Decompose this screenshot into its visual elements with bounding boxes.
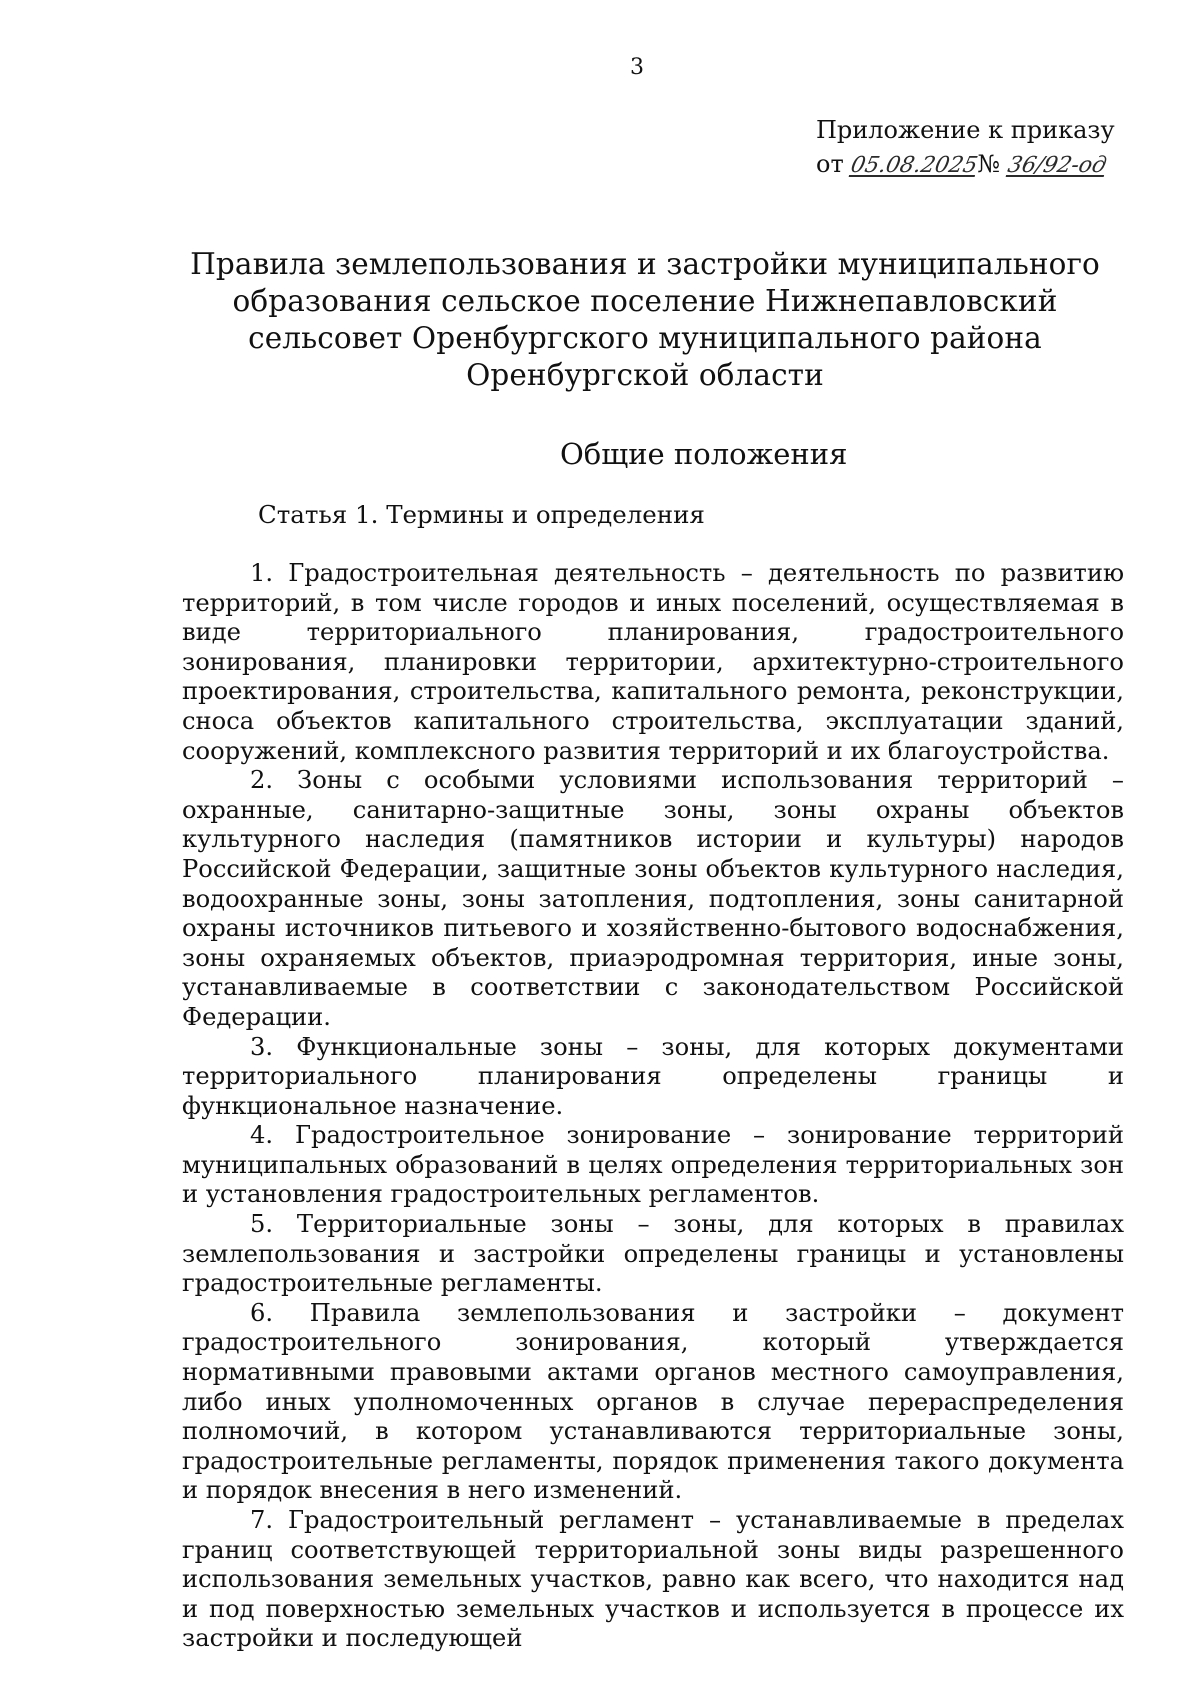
section-heading: Общие положения xyxy=(560,437,848,471)
appendix-order-line xyxy=(816,147,1115,183)
paragraph-6: 6. Правила землепользования и застройки – документ градостроительного зонирования, который утверждается нормативными правовыми актами органов местного самоуправления, либо иных уполномоченных органов в случае перераспределения полномочий, в котором устанавливаются территориальные зоны, градостроительные регламенты, порядок применения такого документа и порядок внесения в него изменений. xyxy=(182,1298,1124,1505)
paragraph-7: 7. Градостроительный регламент – устанавливаемые в пределах границ соответствующей территориальной зоны виды разрешенного использования земельных участков, равно как всего, что находится над и под поверхностью земельных участков и используется в процессе их застройки и последующей xyxy=(182,1506,1124,1653)
document-title: Правила землепользования и застройки муниципального образования сельское поселение Нижнепавловский сельсовет Оренбургского муниципального района Оренбургской области xyxy=(190,247,1100,392)
paragraph-1: 1. Градостроительная деятельность – деятельность по развитию территорий, в том числе городов и иных поселений, осуществляемая в виде территориального планирования, градостроительного зонирования, планировки территории, архитектурно-строительного проектирования, строительства, капитального ремонта, реконструкции, сноса объектов капитального строительства, эксплуатации зданий, сооружений, комплексного развития территорий и их благоустройства. xyxy=(182,559,1124,765)
number-sign: № xyxy=(977,150,1001,178)
paragraph-2: 2. Зоны с особыми условиями использования территорий – охранные, санитарно-защитные зоны, зоны охраны объектов культурного наследия (памятников истории и культуры) народов Российской Федерации, защитные зоны объектов культурного наследия, водоохранные зоны, зоны затопления, подтопления, зоны санитарной охраны источников питьевого и хозяйственно-бытового водоснабжения, зоны охраняемых объектов, приаэродромная территория, иные зоны, устанавливаемые в соответствии с законодательством Российской Федерации. xyxy=(182,766,1124,1031)
document-body xyxy=(182,559,1124,1654)
appendix-title: Приложение к приказу xyxy=(816,116,1115,144)
appendix-block xyxy=(816,113,1115,183)
paragraph-5: 5. Территориальные зоны – зоны, для которых в правилах землепользования и застройки определены границы и установлены градостроительные регламенты. xyxy=(182,1210,1124,1298)
article-heading: Статья 1. Термины и определения xyxy=(258,500,705,529)
from-label: от xyxy=(816,150,844,178)
page-number: 3 xyxy=(630,55,644,80)
handwritten-date: 05.08.2025 xyxy=(848,153,981,178)
paragraph-3: 3. Функциональные зоны – зоны, для которых документами территориального планирования определены границы и функциональное назначение. xyxy=(182,1032,1124,1120)
handwritten-number: 36/92-од xyxy=(1005,153,1109,178)
paragraph-4: 4. Градостроительное зонирование – зонирование территорий муниципальных образований в целях определения территориальных зон и установления градостроительных регламентов. xyxy=(182,1121,1124,1209)
